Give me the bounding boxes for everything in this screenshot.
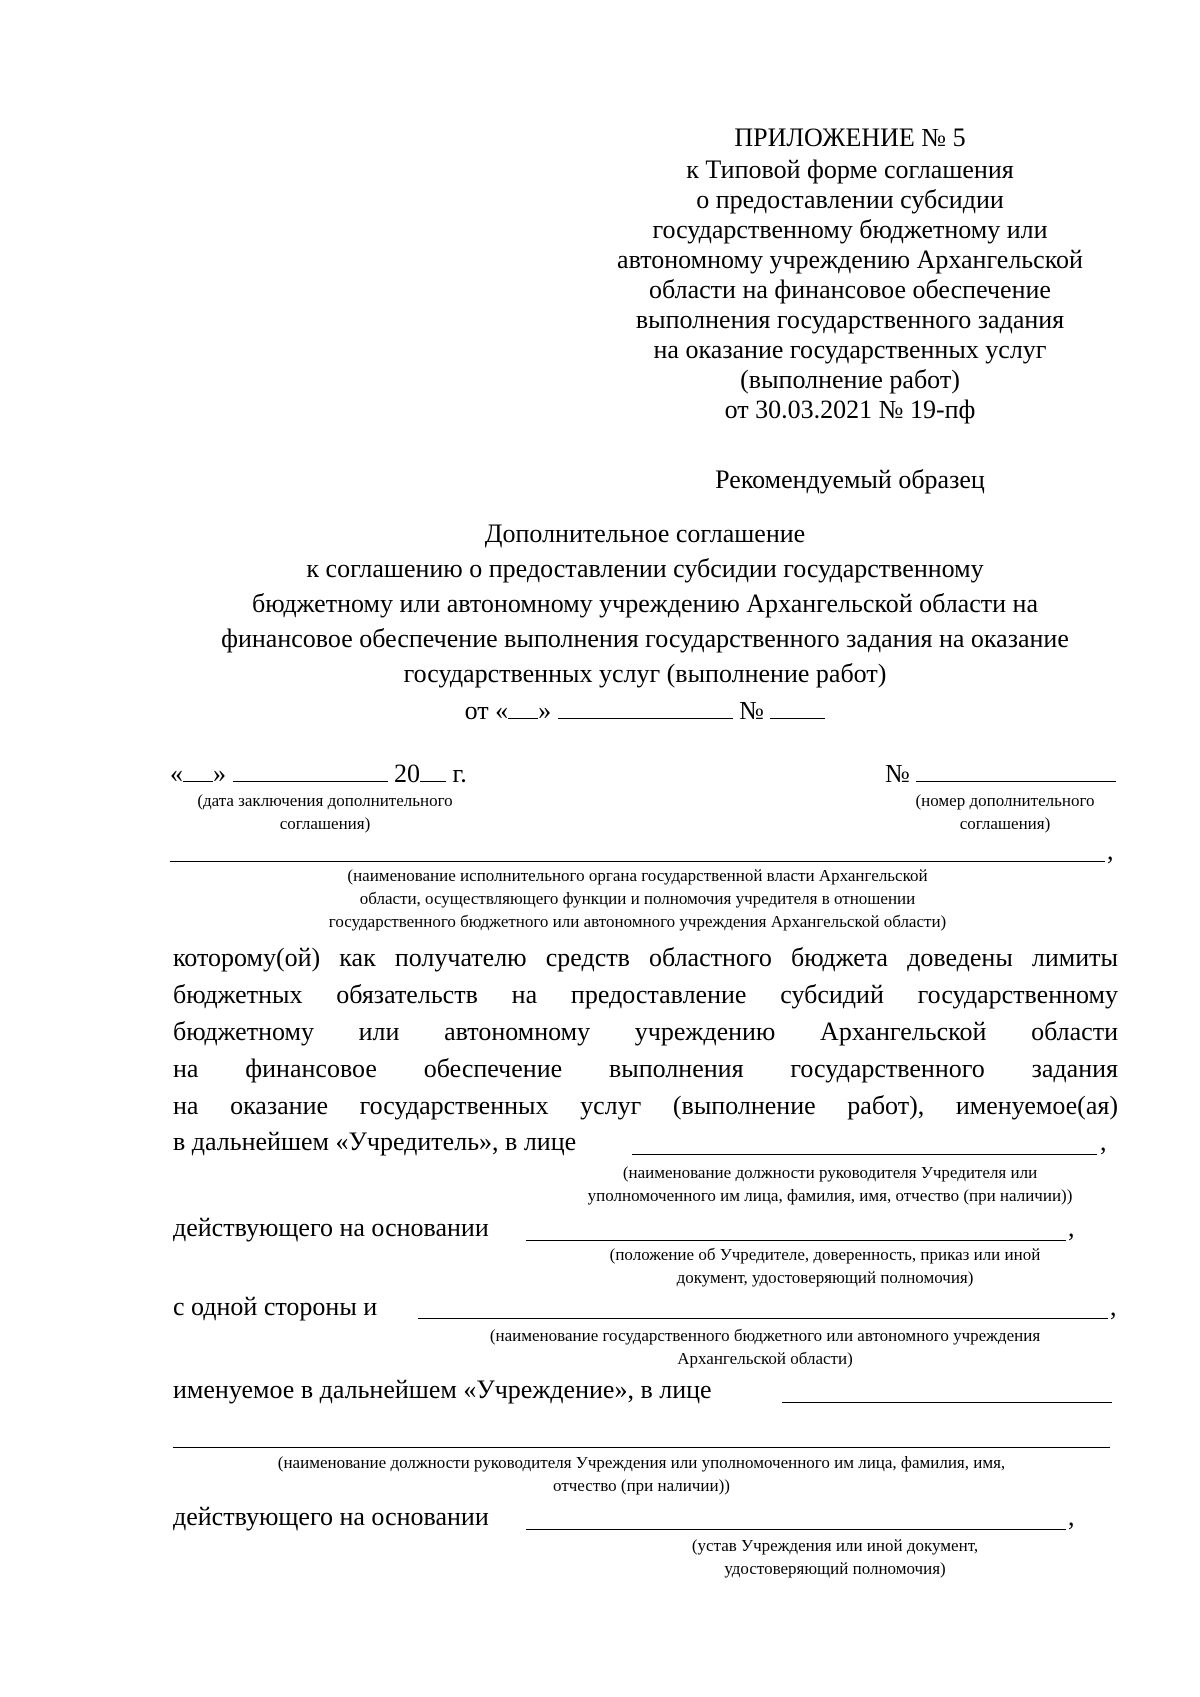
title-line: бюджетному или автономному учреждению Архангельской области на bbox=[251, 589, 1038, 618]
institution-head-caption: отчество (при наличии)) bbox=[553, 1476, 730, 1495]
appendix-line: автономному учреждению Архангельской bbox=[617, 245, 1083, 274]
paragraph-line: бюджетному или автономному учреждению Архангельской области bbox=[173, 1017, 1118, 1046]
founder-caption: (наименование должности руководителя Учредителя или bbox=[622, 1163, 1038, 1182]
appendix-line: от 30.03.2021 № 19-пф bbox=[724, 395, 976, 424]
appendix-line: государственному бюджетному или bbox=[652, 215, 1048, 244]
date-open-quote: от « bbox=[464, 696, 509, 725]
founder-basis-label: действующего на основании bbox=[173, 1213, 489, 1242]
founder-representative-blank[interactable] bbox=[632, 1154, 1097, 1155]
year-prefix: 20 bbox=[394, 759, 420, 788]
paragraph-line: бюджетных обязательств на предоставление субсидий государственному bbox=[173, 980, 1118, 1009]
paragraph-line: которому(ой) как получателю средств областного бюджета доведены лимиты bbox=[173, 943, 1118, 972]
appendix-line: (выполнение работ) bbox=[740, 365, 960, 394]
institution-caption: Архангельской области) bbox=[677, 1349, 853, 1368]
comma: , bbox=[1107, 836, 1114, 865]
additional-number-blank[interactable] bbox=[916, 755, 1116, 782]
institution-basis-label: действующего на основании bbox=[173, 1502, 489, 1531]
conclusion-day-blank[interactable] bbox=[183, 755, 213, 782]
institution-head-caption: (наименование должности руководителя Учреждения или уполномоченного им лица, фамилия, имя, bbox=[277, 1453, 1006, 1472]
title-line: финансовое обеспечение выполнения государственного задания на оказание bbox=[221, 624, 1069, 653]
appendix-title: ПРИЛОЖЕНИЕ № 5 bbox=[734, 123, 966, 152]
title-line: к соглашению о предоставлении субсидии государственному bbox=[306, 554, 984, 583]
number-caption: (номер дополнительного bbox=[915, 791, 1095, 810]
comma: , bbox=[1068, 1213, 1075, 1242]
title-line: Дополнительное соглашение bbox=[484, 519, 806, 548]
institution-basis-caption: (устав Учреждения или иной документ, bbox=[691, 1536, 979, 1555]
additional-number-row bbox=[885, 755, 1116, 789]
conclusion-month-blank[interactable] bbox=[233, 755, 388, 782]
other-side-label: с одной стороны и bbox=[173, 1292, 378, 1321]
date-caption: (дата заключения дополнительного bbox=[197, 791, 453, 810]
date-close-quote: » bbox=[538, 696, 552, 725]
recommended-sample-label: Рекомендуемый образец bbox=[715, 465, 985, 494]
appendix-line: области на финансовое обеспечение bbox=[649, 275, 1051, 304]
founder-basis-caption: документ, удостоверяющий полномочия) bbox=[676, 1268, 974, 1287]
agreement-number-blank[interactable] bbox=[770, 692, 825, 719]
year-blank[interactable] bbox=[420, 755, 446, 782]
conclusion-date-row bbox=[170, 755, 467, 789]
open-quote: « bbox=[170, 759, 183, 788]
month-blank[interactable] bbox=[558, 692, 733, 719]
number-sign: № bbox=[885, 759, 910, 788]
organ-caption: области, осуществляющего функции и полномочия учредителя в отношении bbox=[359, 889, 916, 908]
institution-caption: (наименование государственного бюджетного или автономного учреждения bbox=[489, 1326, 1041, 1345]
founder-row-label: в дальнейшем «Учредитель», в лице bbox=[173, 1127, 577, 1156]
title-date-line bbox=[120, 692, 1170, 727]
institution-row-label: именуемое в дальнейшем «Учреждение», в лице bbox=[173, 1375, 712, 1404]
appendix-line: о предоставлении субсидии bbox=[696, 185, 1004, 214]
comma: , bbox=[1100, 1127, 1107, 1156]
paragraph-line: на оказание государственных услуг (выполнение работ), именуемое(ая) bbox=[173, 1091, 1118, 1120]
number-caption: соглашения) bbox=[959, 814, 1051, 833]
founder-basis-blank[interactable] bbox=[526, 1240, 1066, 1241]
organ-name-blank[interactable] bbox=[170, 861, 1105, 862]
institution-basis-caption: удостоверяющий полномочия) bbox=[724, 1559, 946, 1578]
main-paragraph bbox=[173, 939, 1118, 1124]
comma: , bbox=[1110, 1292, 1117, 1321]
institution-basis-blank[interactable] bbox=[526, 1529, 1066, 1530]
institution-head-blank[interactable] bbox=[173, 1447, 1110, 1448]
number-sign: № bbox=[739, 696, 764, 725]
date-caption: соглашения) bbox=[279, 814, 371, 833]
title-line: государственных услуг (выполнение работ) bbox=[403, 659, 887, 688]
founder-caption: уполномоченного им лица, фамилия, имя, отчество (при наличии)) bbox=[587, 1186, 1073, 1205]
appendix-line: выполнения государственного задания bbox=[635, 305, 1065, 334]
institution-representative-blank[interactable] bbox=[782, 1402, 1112, 1403]
appendix-line: к Типовой форме соглашения bbox=[686, 155, 1014, 184]
close-quote: » bbox=[213, 759, 226, 788]
organ-caption: (наименование исполнительного органа государственной власти Архангельской bbox=[347, 866, 928, 885]
institution-name-blank[interactable] bbox=[418, 1318, 1108, 1319]
organ-caption: государственного бюджетного или автономного учреждения Архангельской области) bbox=[328, 912, 947, 931]
founder-basis-caption: (положение об Учредителе, доверенность, приказ или иной bbox=[609, 1245, 1041, 1264]
paragraph-line: на финансовое обеспечение выполнения государственного задания bbox=[173, 1054, 1118, 1083]
day-blank[interactable] bbox=[508, 692, 538, 719]
appendix-line: на оказание государственных услуг bbox=[653, 335, 1047, 364]
year-suffix: г. bbox=[452, 759, 467, 788]
comma: , bbox=[1068, 1502, 1075, 1531]
